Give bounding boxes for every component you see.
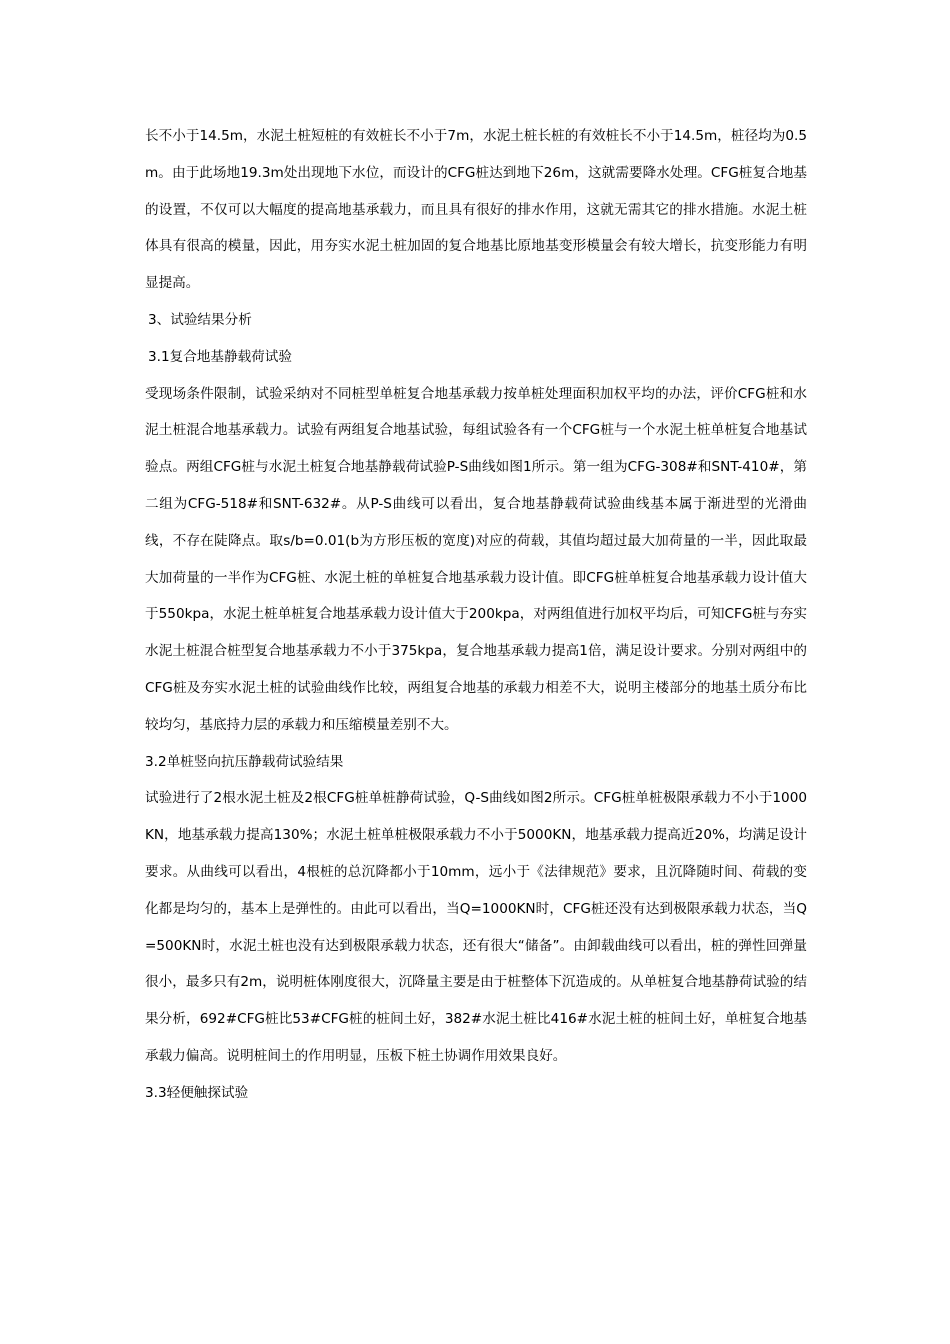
paragraph-single-pile-compression: 试验进行了2根水泥土桩及2根CFG桩单桩静荷试验，Q-S曲线如图2所示。CFG桩单桩极限承载力不小于1000KN，地基承载力提高130%；水泥土桩单桩极限承载力不小于5000KN，地基承载力提高近20%，均满足设计要求。从曲线可以看出，4根桩的总沉降都小于10mm，远小于《法律规范》要求，且沉降随时间、荷载的变化都是均匀的，基本上是弹性的。由此可以看出，当Q=1000KN时，CFG桩还没有达到极限承载力状态，当Q=500KN时，水泥土桩也没有达到极限承载力状态，还有很大“储备”。由卸载曲线可以看出，桩的弹性回弹量很小，最多只有2m，说明桩体刚度很大，沉降量主要是由于桩整体下沉造成的。从单桩复合地基静荷试验的结果分析，692#CFG桩比53#CFG桩的桩间土好，382#水泥土桩比416#水泥土桩的桩间土好，单桩复合地基承载力偏高。说明桩间土的作用明显，压板下桩土协调作用效果良好。: [145, 790, 807, 1064]
paragraph-pile-design: 长不小于14.5m，水泥土桩短桩的有效桩长不小于7m，水泥土桩长桩的有效桩长不小于14.5m，桩径均为0.5m。由于此场地19.3m处出现地下水位，而设计的CFG桩达到地下26m，这就需要降水处理。CFG桩复合地基的设置，不仅可以大幅度的提高地基承载力，而且具有很好的排水作用，这就无需其它的排水措施。水泥土桩体具有很高的模量，因此，用夯实水泥土桩加固的复合地基比原地基变形模量会有较大增长，抗变形能力有明显提高。: [145, 128, 807, 292]
section-heading-test-results: 3、试验结果分析: [148, 311, 252, 328]
subsection-heading-light-penetration: 3.3轻便触探试验: [145, 1084, 249, 1101]
subsection-heading-single-pile-compression: 3.2单桩竖向抗压静载荷试验结果: [145, 753, 344, 770]
document-page: [145, 118, 807, 1112]
subsection-heading-composite-static-load: 3.1复合地基静载荷试验: [148, 348, 292, 365]
paragraph-composite-static-load: 受现场条件限制，试验采纳对不同桩型单桩复合地基承载力按单桩处理面积加权平均的办法，评价CFG桩和水泥土桩混合地基承载力。试验有两组复合地基试验，每组试验各有一个CFG桩与一个水泥土桩单桩复合地基试验点。两组CFG桩与水泥土桩复合地基静载荷试验P-S曲线如图1所示。第一组为CFG-308#和SNT-410#，第二组为CFG-518#和SNT-632#。从P-S曲线可以看出，复合地基静载荷试验曲线基本属于渐进型的光滑曲线，不存在陡降点。取s/b=0.01(b为方形压板的宽度)对应的荷载，其值均超过最大加荷量的一半，因此取最大加荷量的一半作为CFG桩、水泥土桩的单桩复合地基承载力设计值。即CFG桩单桩复合地基承载力设计值大于550kpa，水泥土桩单桩复合地基承载力设计值大于200kpa，对两组值进行加权平均后，可知CFG桩与夯实水泥土桩混合桩型复合地基承载力不小于375kpa，复合地基承载力提高1倍，满足设计要求。分别对两组中的CFG桩及夯实水泥土桩的试验曲线作比较，两组复合地基的承载力相差不大，说明主楼部分的地基土质分布比较均匀，基底持力层的承载力和压缩模量差别不大。: [145, 385, 807, 733]
